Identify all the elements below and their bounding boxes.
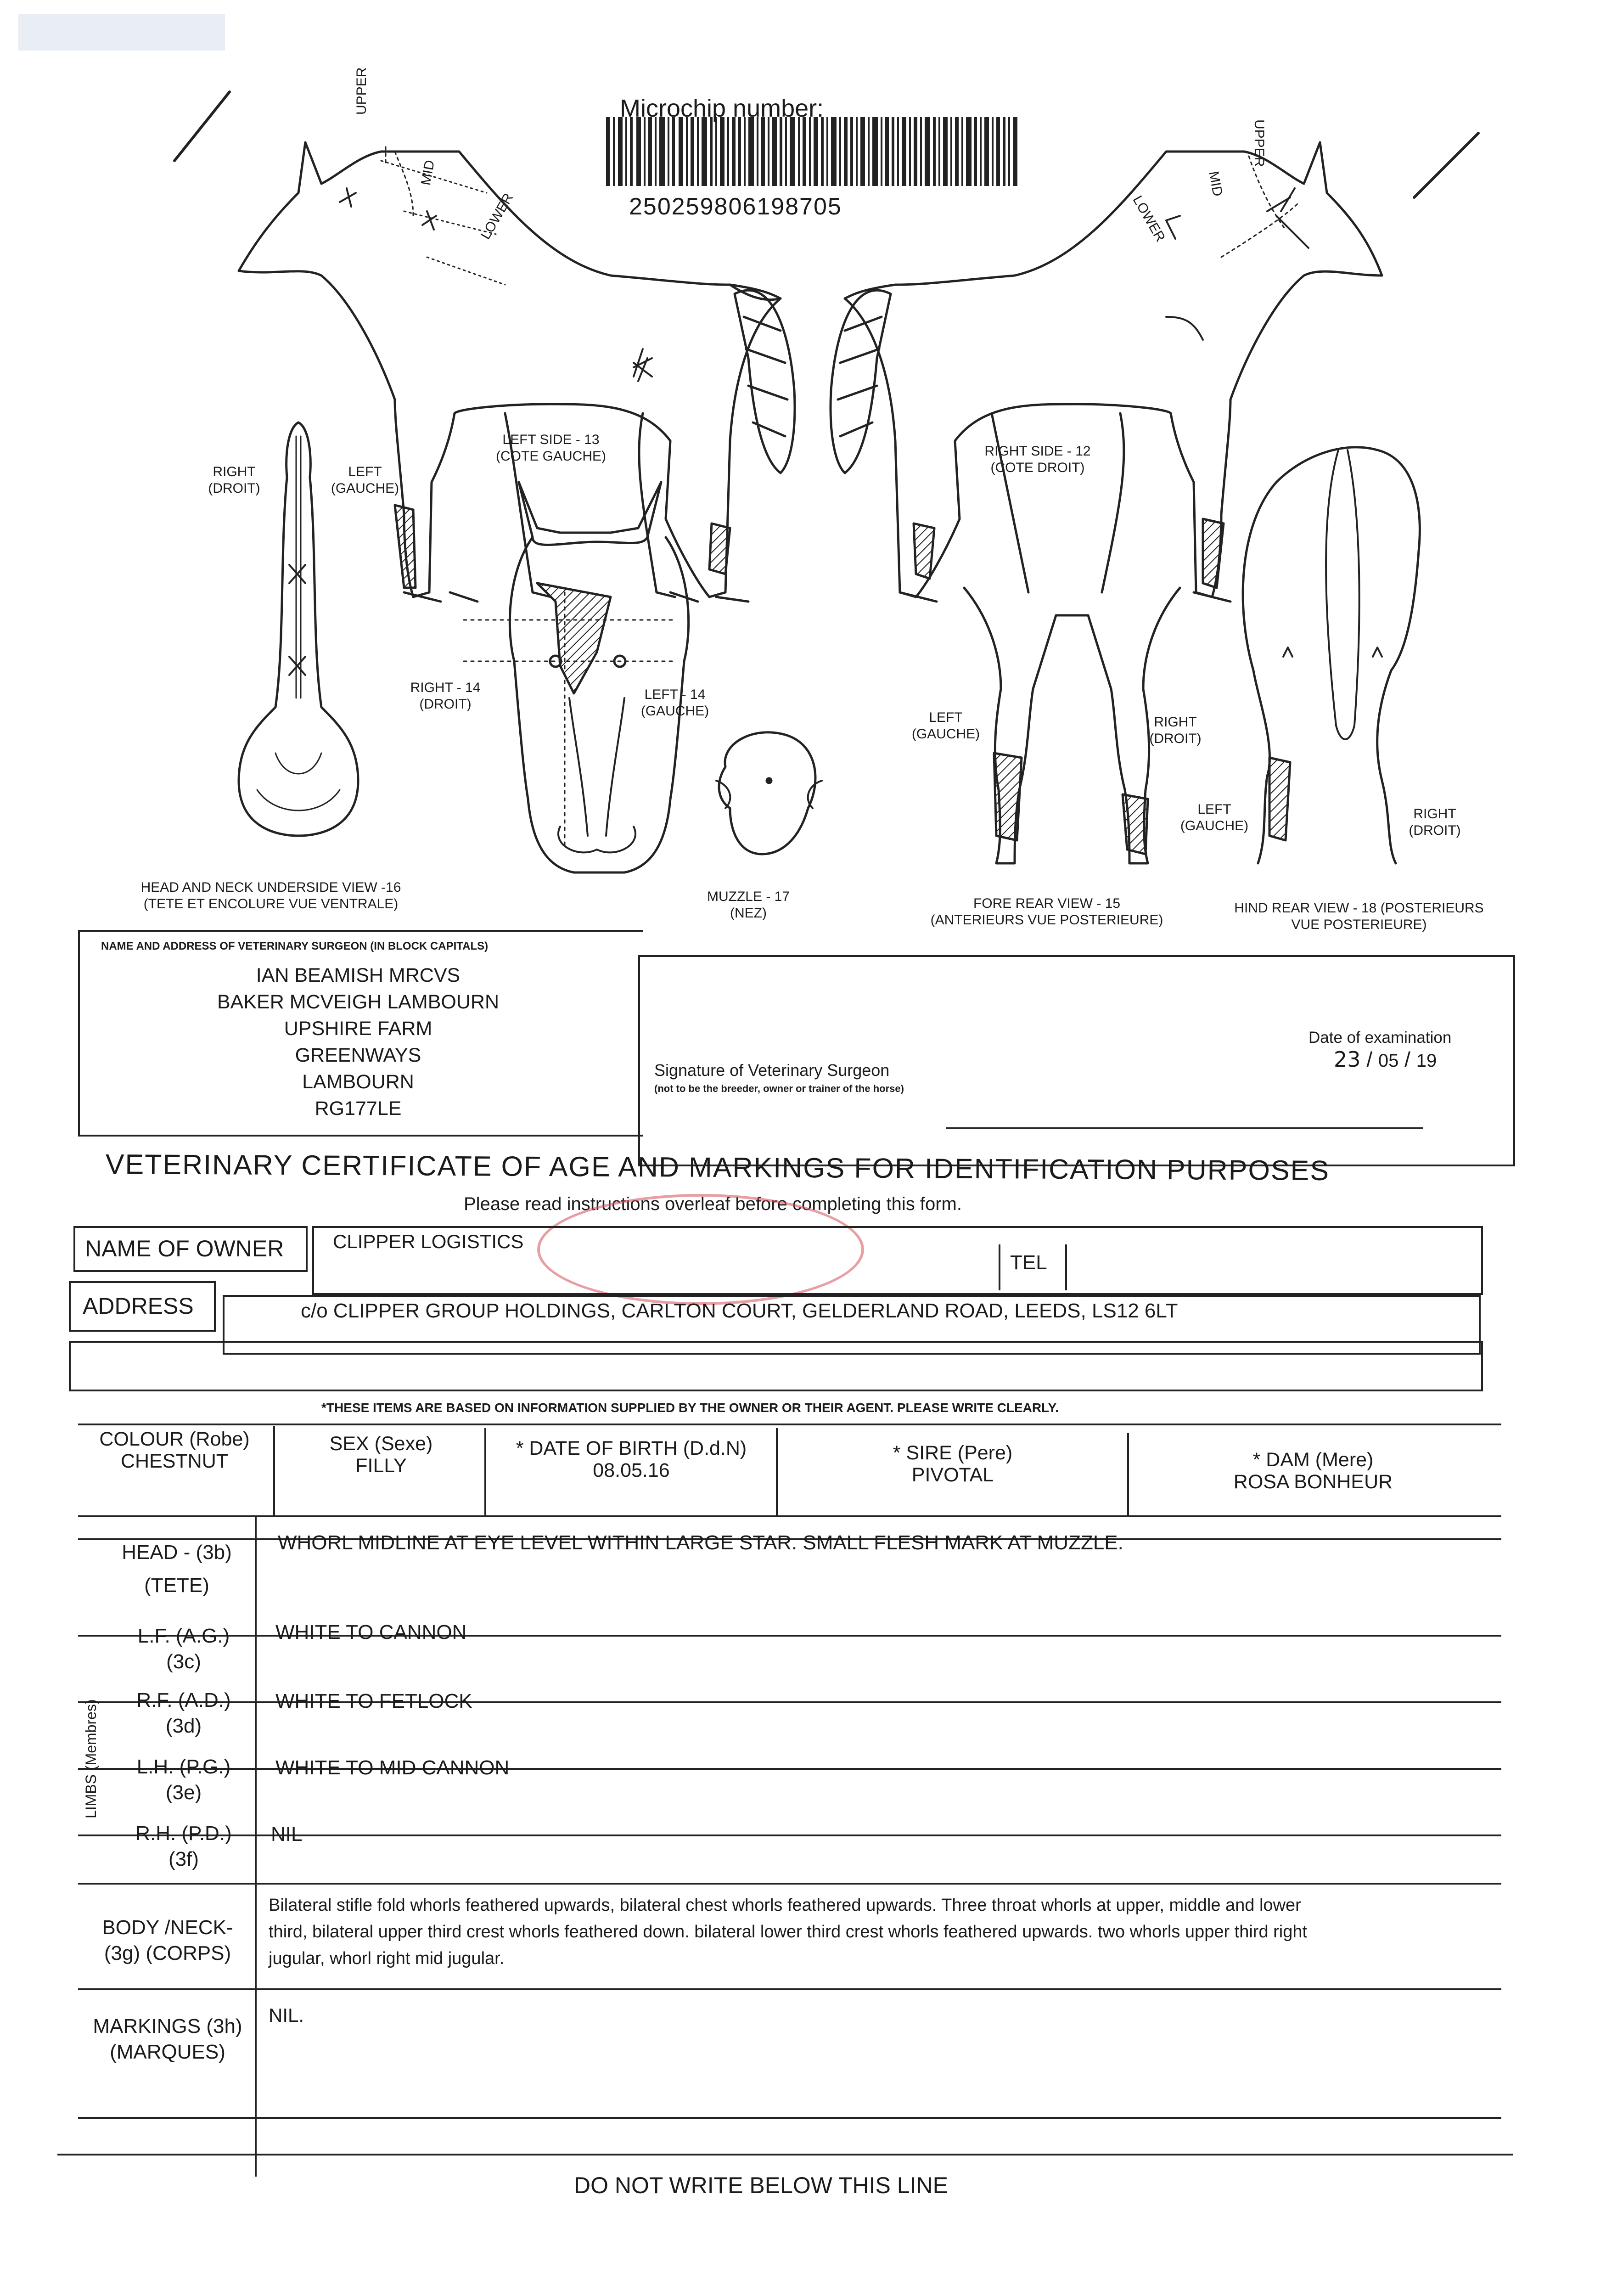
markings-line <box>78 2117 1501 2119</box>
address-label: ADDRESS <box>83 1293 194 1319</box>
upper-label-right: UPPER <box>1252 119 1267 167</box>
marking-value-rf: WHITE TO FETLOCK <box>275 1690 472 1712</box>
underside-caption: HEAD AND NECK UNDERSIDE VIEW -16 (TETE ET ENCOLURE VUE VENTRALE) <box>140 880 401 912</box>
details-divider <box>1127 1433 1129 1515</box>
supplied-info-note: *THESE ITEMS ARE BASED ON INFORMATION SUPPLIED BY THE OWNER OR THEIR AGENT. PLEASE WRITE CLEARLY. <box>321 1401 1059 1415</box>
tel-label: TEL <box>1010 1251 1047 1274</box>
vet-line: LAMBOURN <box>302 1071 414 1093</box>
microchip-label: Microchip number: <box>620 95 824 122</box>
marking-label-head: HEAD - (3b) (TETE) <box>122 1541 232 1597</box>
signature-note: (not to be the breeder, owner or trainer of the horse) <box>654 1083 904 1094</box>
vet-line: UPSHIRE FARM <box>284 1018 432 1040</box>
scan-mark <box>18 14 225 51</box>
fore-left-label: LEFT (GAUCHE) <box>911 710 980 742</box>
markings-line <box>78 1883 1501 1885</box>
fore-right-label: RIGHT (DROIT) <box>1149 715 1202 746</box>
marking-value-lf: WHITE TO CANNON <box>275 1621 467 1643</box>
hind-rear-caption: HIND REAR VIEW - 18 (POSTERIEURS VUE POSTERIEURE) <box>1234 900 1484 932</box>
exam-date-year: 19 <box>1416 1051 1437 1071</box>
vet-address-block <box>184 962 533 1122</box>
exam-date-month: 05 <box>1378 1051 1399 1071</box>
marking-value-body: Bilateral stifle fold whorls feathered upwards, bilateral chest whorls feathered upwards. Three throat whorls at upper, middle and lower third, bilateral upper third crest whorls feathered down. bilateral lower third crest whorls feathered upwards. two whorls upper third right jugular, whorl right mid jugular. <box>269 1896 1308 1968</box>
dam-cell <box>1134 1449 1492 1493</box>
lower-label-left: LOWER <box>477 191 517 242</box>
head-right-label: RIGHT - 14 (DROIT) <box>410 680 481 712</box>
do-not-write-line <box>57 2154 1513 2155</box>
hind-left-label: LEFT (GAUCHE) <box>1180 802 1249 833</box>
sire-label: * SIRE (Pere) <box>893 1442 1013 1464</box>
head-left-label: LEFT - 14 (GAUCHE) <box>640 687 709 719</box>
sex-cell <box>280 1433 482 1477</box>
underside-right-label: RIGHT (DROIT) <box>208 464 260 496</box>
dam-value: ROSA BONHEUR <box>1233 1471 1393 1493</box>
marking-value-rh: NIL <box>271 1823 303 1846</box>
left-side-label: LEFT SIDE - 13 (COTE GAUCHE) <box>496 432 606 464</box>
marking-label-markings: MARKINGS (3h) (MARQUES) <box>93 2015 242 2063</box>
muzzle-caption: MUZZLE - 17 (NEZ) <box>707 889 790 921</box>
limbs-side-label: LIMBS (Membres) <box>83 1699 99 1818</box>
hind-rear-view-outline <box>1243 447 1420 863</box>
tel-divider-left <box>999 1244 1000 1290</box>
do-not-write-text: DO NOT WRITE BELOW THIS LINE <box>574 2172 948 2198</box>
address-value: c/o CLIPPER GROUP HOLDINGS, CARLTON COURT, GELDERLAND ROAD, LEEDS, LS12 6LT <box>301 1300 1178 1322</box>
fore-rear-caption: FORE REAR VIEW - 15 (ANTERIEURS VUE POSTERIEURE) <box>930 896 1163 928</box>
owner-value: CLIPPER LOGISTICS <box>333 1231 524 1252</box>
details-bottom-line <box>78 1515 1501 1517</box>
details-divider <box>273 1426 275 1515</box>
dob-cell <box>491 1437 771 1481</box>
marking-value-markings: NIL. <box>269 2004 304 2026</box>
mid-label-left: MID <box>418 159 438 186</box>
markings-label-divider <box>255 1515 257 2177</box>
upper-label-left: UPPER <box>354 67 369 115</box>
markings-line <box>78 1988 1501 1990</box>
vet-line: GREENWAYS <box>295 1044 421 1066</box>
mid-label-right: MID <box>1206 170 1225 198</box>
marking-value-lh: WHITE TO MID CANNON <box>275 1756 510 1779</box>
signature-label: Signature of Veterinary Surgeon <box>654 1061 890 1080</box>
details-divider <box>776 1428 778 1515</box>
microchip-barcode <box>606 117 1017 186</box>
details-top-line <box>78 1424 1501 1425</box>
marking-label-rf: R.F. (A.D.) (3d) <box>136 1689 231 1737</box>
lower-label-right: LOWER <box>1129 193 1168 245</box>
marking-label-lh: L.H. (P.G.) (3e) <box>136 1756 231 1804</box>
head-front-outline <box>464 482 689 872</box>
owner-label: NAME OF OWNER <box>85 1236 284 1261</box>
pen-stroke-right <box>1414 133 1478 197</box>
pen-stroke-left <box>174 92 230 161</box>
marking-label-lf: L.F. (A.G.) (3c) <box>137 1625 230 1673</box>
muzzle-outline <box>716 732 822 854</box>
right-side-label: RIGHT SIDE - 12 (COTE DROIT) <box>984 444 1091 475</box>
dob-label: * DATE OF BIRTH (D.d.N) <box>516 1437 747 1459</box>
marking-label-body: BODY /NECK- (3g) (CORPS) <box>102 1916 233 1964</box>
signature-line <box>946 1127 1423 1129</box>
microchip-number: 250259806198705 <box>629 193 842 220</box>
exam-date-day: 23 <box>1334 1047 1361 1072</box>
exam-date-value: 23 / 05 / 19 <box>1334 1047 1437 1072</box>
tel-divider-right <box>1065 1244 1067 1290</box>
underside-left-label: LEFT (GAUCHE) <box>331 464 399 496</box>
address-extra-box <box>69 1341 1483 1391</box>
colour-value: CHESTNUT <box>120 1450 229 1472</box>
marking-value-head: WHORL MIDLINE AT EYE LEVEL WITHIN LARGE STAR. SMALL FLESH MARK AT MUZZLE. <box>278 1531 1123 1554</box>
sire-cell <box>783 1442 1123 1486</box>
colour-label: COLOUR (Robe) <box>99 1428 250 1450</box>
vet-line: RG177LE <box>314 1097 402 1120</box>
exam-date-label: Date of examination <box>1309 1029 1452 1047</box>
colour-cell <box>83 1428 266 1472</box>
form-title: VETERINARY CERTIFICATE OF AGE AND MARKINGS FOR IDENTIFICATION PURPOSES <box>105 1148 1330 1186</box>
marking-label-rh: R.H. (P.D.) (3f) <box>135 1822 232 1870</box>
details-divider <box>484 1428 486 1515</box>
form-subtitle: Please read instructions overleaf before completing this form. <box>464 1194 962 1214</box>
hind-right-label: RIGHT (DROIT) <box>1409 806 1461 838</box>
vet-header: NAME AND ADDRESS OF VETERINARY SURGEON (IN BLOCK CAPITALS) <box>101 940 489 952</box>
sex-value: FILLY <box>355 1455 407 1477</box>
dob-value: 08.05.16 <box>593 1459 670 1481</box>
dam-label: * DAM (Mere) <box>1252 1449 1374 1471</box>
sire-value: PIVOTAL <box>911 1464 994 1486</box>
vet-line: BAKER MCVEIGH LAMBOURN <box>217 991 500 1013</box>
right-side-horse-outline <box>831 142 1382 602</box>
vet-line: IAN BEAMISH MRCVS <box>256 964 461 986</box>
sex-label: SEX (Sexe) <box>329 1433 433 1455</box>
